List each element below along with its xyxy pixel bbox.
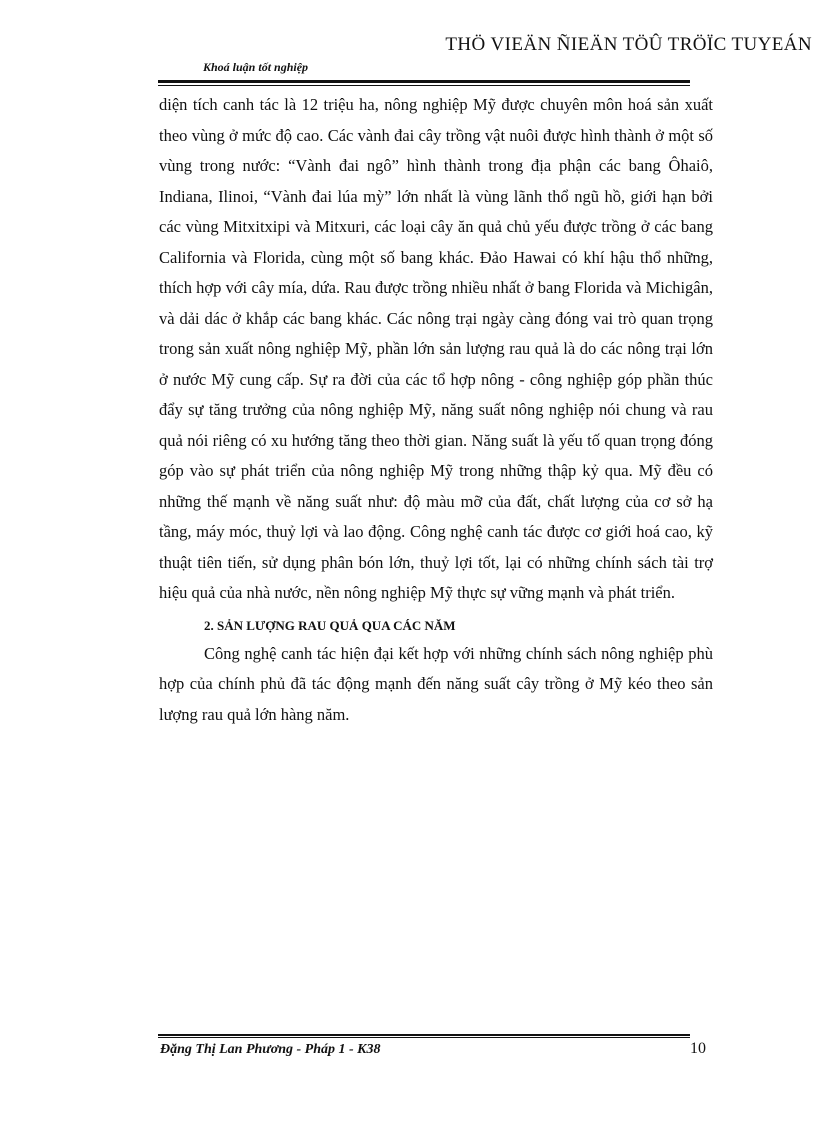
body-paragraph-2: Công nghệ canh tác hiện đại kết hợp với những chính sách nông nghiệp phù hợp của chính phủ đã tác động mạnh đến năng suất cây trồng ở Mỹ kéo theo sản lượng rau quả lớn hàng năm. <box>159 643 713 724</box>
header-rule <box>158 80 690 86</box>
page-content <box>159 90 713 730</box>
footer-author: Đặng Thị Lan Phương - Pháp 1 - K38 <box>160 1042 381 1057</box>
library-watermark: THÖ VIEÄN ÑIEÄN TÖÛ TRÖÏC TUYEÁN <box>445 34 812 55</box>
page-number: 10 <box>690 1040 706 1057</box>
body-paragraph-1: diện tích canh tác là 12 triệu ha, nông nghiệp Mỹ được chuyên môn hoá sản xuất theo vùng ở mức độ cao. Các vành đai cây trồng vật nuôi được hình thành ở một số vùng trong nước: “Vành đai ngô” hình thành trong địa phận các bang Ôhaiô, Indiana, Ilinoi, “Vành đai lúa mỳ” lớn nhất là vùng lãnh thổ ngũ hồ, giới hạn bởi các vùng Mitxitxipi và Mitxuri, các loại cây ăn quả chủ yếu được trồng ở các bang California và Florida, cùng một số bang khác. Đảo Hawai có khí hậu thổ những, thích hợp với cây mía, dứa. Rau được trồng nhiều nhất ở bang Florida và Michigân, và dải dác ở khắp các bang khác. Các nông trại ngày càng đóng vai trò quan trọng trong sản xuất nông nghiệp Mỹ, phần lớn sản lượng rau quả là do các nông trại lớn ở nước Mỹ cung cấp. Sự ra đời của các tổ hợp nông - công nghiệp góp phần thúc đẩy sự tăng trưởng của nông nghiệp Mỹ, năng suất nông nghiệp nói chung và rau quả nói riêng có xu hướng tăng theo thời gian. Năng suất là yếu tố quan trọng đóng góp vào sự phát triển của nông nghiệp Mỹ trong những thập kỷ qua. Mỹ đều có những thế mạnh về năng suất như: độ màu mỡ của đất, chất lượng của cơ sở hạ tầng, máy móc, thuỷ lợi và lao động. Công nghệ canh tác được cơ giới hoá cao, kỹ thuật tiên tiến, sử dụng phân bón lớn, thuỷ lợi tốt, lại có những chính sách tài trợ hiệu quả của nhà nước, nền nông nghiệp Mỹ thực sự vững mạnh và phát triển. <box>159 95 713 602</box>
section-heading: 2. SẢN LƯỢNG RAU QUẢ QUA CÁC NĂM <box>204 617 456 633</box>
header-label: Khoá luận tốt nghiệp <box>203 60 309 74</box>
footer-rule <box>158 1034 690 1038</box>
